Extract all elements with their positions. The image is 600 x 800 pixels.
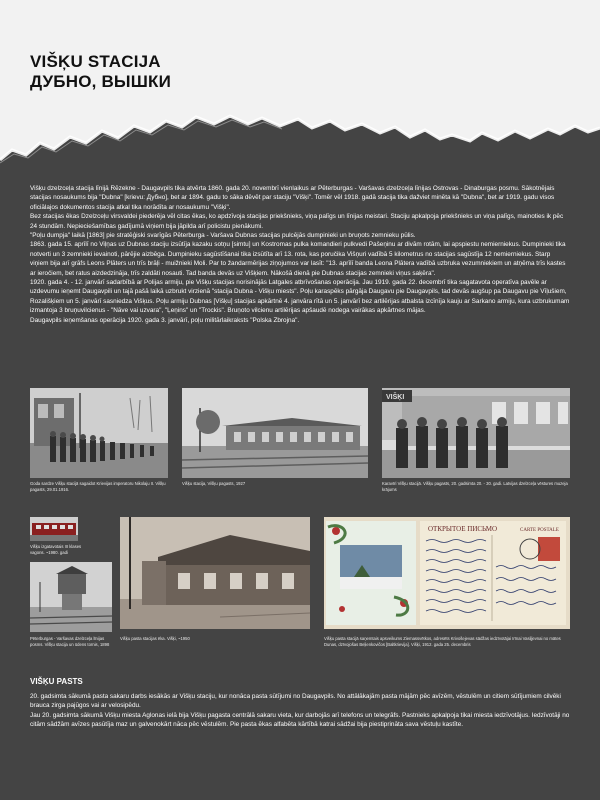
paragraph: 1920. gada 4. - 12. janvārī sadarbībā ar Polijas armiju, pie Višķu stacijas norisinājās Latgales atbrīvošanas operācija. Jau 1919. gada 22. decembrī tika sagatavota operatīva pavēle ar uzdevumu ieņemt Daugavpili un tajā pašā laikā uzbrukt virzienā "stacija Dubna - Višķu miests". Poļu karaspēks pārgāja Daugavu pie Daugavpils, tad devās augšup pa Daugavu pie Vīļušiem, Rozališķiem un 5. janvārī sasniedza Višķus. Poļu armiju Dubnas [Višķu] stacijas apkārtnē 4. janvāra rītā un 5. janvārī bez artilērijas atbalsta izcīnīja kauju ar Sarkano armiju, kura uzbrukumam izmantoja 3 bruņuvilcienus - "Nāve vai uzvara", "Ļeņins" un "Trockis". Bruņoto vilcienu artilērijas apšaudē nodega vairākas apkārtnes mājas. [30, 279, 570, 315]
photo-station-1927 [182, 388, 368, 478]
section-text-post [30, 692, 570, 730]
photo-honor-guard [30, 388, 168, 478]
photo-railway-wagon [30, 517, 78, 541]
station-sign: VIŠĶI [386, 394, 405, 401]
page-title: VIŠĶU STACIJA [30, 52, 161, 71]
postcard-header-fr: CARTE POSTALE [520, 528, 559, 533]
paragraph: Bez stacijas ēkas Dzelzceļu virsvaldei piederēja vēl citas ēkas, ko apdzīvoja stacijas priekšnieks, viņa palīgs un līnijas meistari. Staciju apkalpoja priekšnieks un viņa palīgs, mainoties ik pēc 24 stundām. Nepieciešamības gadījumā viņiem bija jāpilda arī policistu pienākumi. [30, 213, 564, 230]
photo-caption: Goda sardze Višķu stacijā sagaidot Krievijas imperatoru Nikolaju II. Višķu pagasts, 29.01.1916. [30, 481, 166, 492]
paragraph: Daugavpils ieņemšanas operācija 1920. gada 3. janvārī, poļu militārlaikraksts "Polska Zbrojna". [30, 316, 300, 324]
photo-christmas-postcard [324, 517, 570, 629]
photo-caption: Karavīri Višķu stacijā. Višķu pagasts, 20. gadsimta 20. - 30. gadi. Latvijas dzelzceļa vēstures muzeja krājums [382, 481, 568, 492]
photo-caption: Višķu pasta stacijas ēka. Višķi, ~1950 [120, 636, 190, 641]
paragraph: 20. gadsimta sākumā pasta sakaru darbs iesākās ar Višķu staciju, kur nonāca pasta sūtījumi no Daugavpils. No attālākajām pasta mājām pēc avīzēm, vēstulēm un citiem sūtījumiem cilvēki brauca zirga pajūgos vai ar velosipēdu. [30, 693, 561, 710]
photo-caption: Višķu pasta stacijā saņemtais apsveikums Ziemassvētkos, adresēts Krivošejevas sādžas iedzīvotājai Irīnai Vasiļjevnai no mātes Dunas, dzīvojošas Beļienkovičos [Baltkrievija]. Višķi, 1912. gada 25. decembris [324, 636, 561, 647]
photo-water-tower [30, 562, 112, 632]
section-title-post: VIŠĶU PASTS [30, 677, 83, 686]
photo-soldiers-at-station [382, 388, 570, 478]
paragraph: 1863. gada 15. aprīlī no Viļņas uz Dubnas staciju izsūtīja kazaku sotņu [simtu] un Kostromas pulka komandieri pulkvedi Pašeņinu ar divām rotām, lai apspiestu nemierniekus. Dumpinieki tika notverti un 3 zemnieki ievainoti, pārējie aizbēga. Dumpinieku sagūstīšanai tika izsūtīta arī 13. rota, kas poručika Višņuri vadībā 5 kilometrus no stacijas sagūstīja 12 nemierniekus. Starp viņiem bija arī grāfs Leons Plāters un trīs brāļi - muižnieki Moli. Par to žandarmērijas ziņojumos var lasīt: "13. aprīlī banda Leona Plātera vadībā uzbruka vezumniekiem un atņēma trīs kastes ar ieročiem, bet ratus aizdedzināja, trīs zaldāti nosauti. Tad banda devās uz Višķiem. Nākošā dienā pie Dubnas stacijas zemnieki viņus saķēra". [30, 241, 566, 277]
postcard-header: ОТКРЫТОЕ ПИСЬМО [428, 525, 498, 533]
photo-caption: Pēterburgas - Varšavas dzelzceļa līnijas posms. Višķu stacija un ūdens tornis, 1898 [30, 636, 110, 647]
photo-caption: Višķu izgatavotais III klases vagons. ~1980. gadi [30, 544, 82, 555]
paragraph: "Poļu dumpja" laikā [1863] pie stratēģiski svarīgās Pēterburga - Varšava Dubnas stacijas pulcējās dumpinieki un bruņots zemnieku pūlis. [30, 232, 416, 240]
photo-caption: Višķu stacija, Višķu pagasts, 1927 [182, 481, 246, 486]
paragraph: Jau 20. gadsimta sākumā Višķu miesta Aglonas ielā bija Višķu pagasta centrālā sakaru vieta, kur darbojās arī telefons un telegrāfs. Pastnieks apkalpoja tikai miesta iedzīvotājus. Iedzīvotāji no citām sādžām avīzes pasūtīja maz un galvenokārt nāca pēc vēstulēm. Pie pasta ēkas alfabēta kārtībā katrai sādžai bija piestiprināta sava vēstuļu kastīte. [30, 711, 570, 729]
main-text-block [30, 184, 570, 325]
page-subtitle: ДУБНО, ВЫШКИ [30, 72, 172, 91]
paragraph: Višķu dzelzceļa stacija līnijā Rēzekne - Daugavpils tika atvērta 1860. gada 20. novembrī vienlaikus ar Pēterburgas - Varšavas dzelzceļa līnijas Ostrovas - Dinaburgas posmu. Sākotnējais stacijas nosaukums bija "Dubna" [krievu: Дубно], bet ar 1894. gadu to sāka dēvēt par staciju "Višķi". Tomēr vēl 1918. gadā stacija tika dažviet minēta kā "Dubna", bet ar 1919. gadu visos oficiālajos dokumentos stacija atkal tika norādīta ar nosaukumu "Višķi". [30, 185, 555, 211]
photo-post-station [120, 517, 310, 629]
